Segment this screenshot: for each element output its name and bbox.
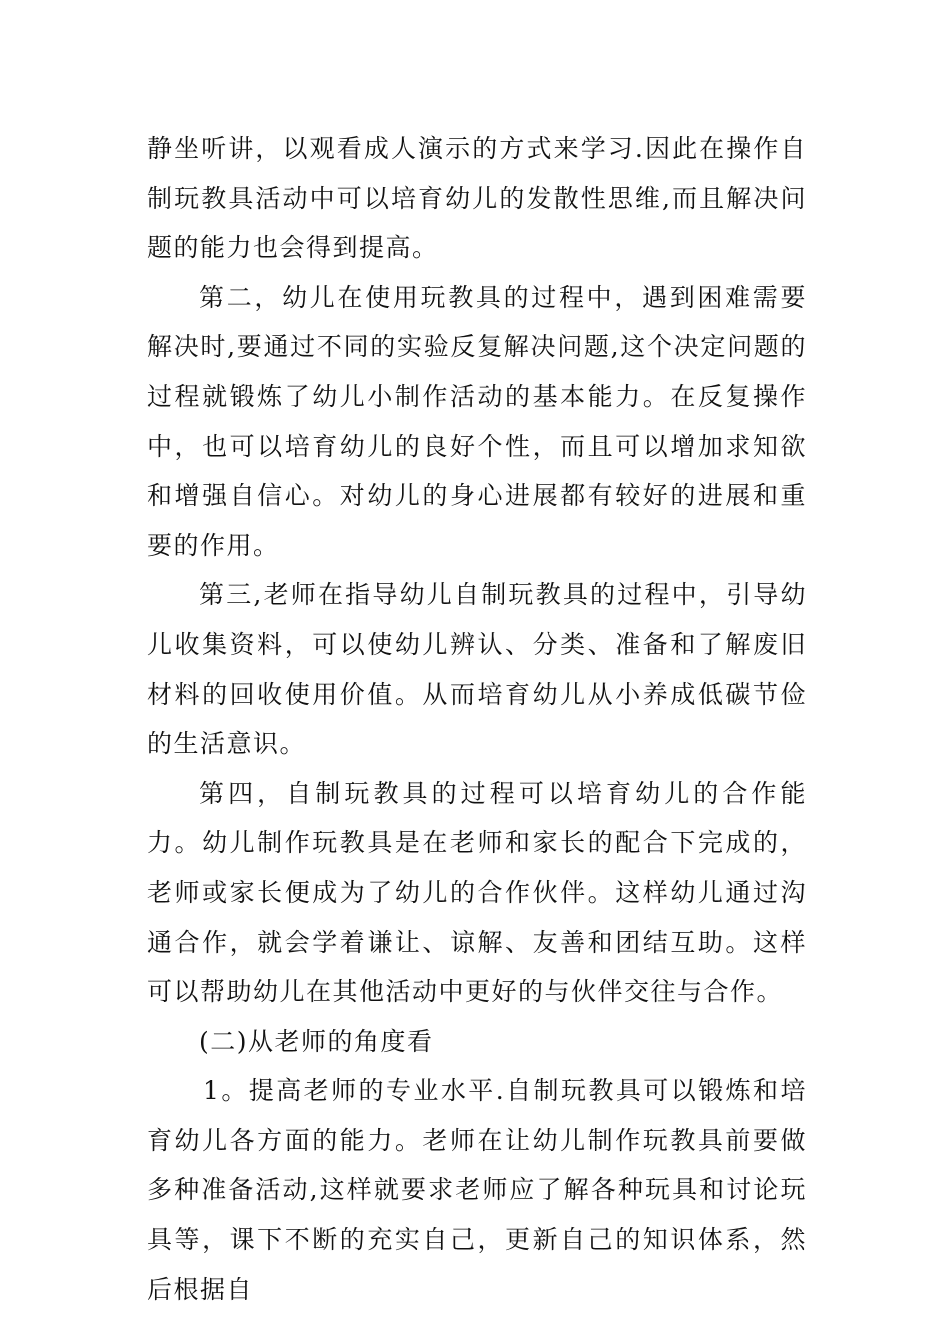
paragraph-continuation: 静坐听讲，以观看成人演示的方式来学习.因此在操作自制玩教具活动中可以培育幼儿的发散性思维,而且解决问题的能力也会得到提高。 [147, 134, 807, 263]
section-heading-teacher-perspective: (二)从老师的角度看 [199, 1026, 434, 1056]
paragraph-item-1: 1。提高老师的专业水平.自制玩教具可以锻炼和培育幼儿各方面的能力。老师在让幼儿制作玩教具前要做多种准备活动,这样就要求老师应了解各种玩具和讨论玩具等，课下不断的充实自己，更新自己的知识体系，然后根据自 [147, 1076, 807, 1304]
paragraph-second-point: 第二，幼儿在使用玩教具的过程中，遇到困难需要解决时,要通过不同的实验反复解决问题,这个决定问题的过程就锻炼了幼儿小制作活动的基本能力。在反复操作中，也可以培育幼儿的良好个性，而且可以增加求知欲和增强自信心。对幼儿的身心进展都有较好的进展和重要的作用。 [147, 282, 807, 560]
paragraph-third-point: 第三,老师在指导幼儿自制玩教具的过程中，引导幼儿收集资料，可以使幼儿辨认、分类、准备和了解废旧材料的回收使用价值。从而培育幼儿从小养成低碳节俭的生活意识。 [147, 580, 807, 759]
document-body [147, 124, 807, 1314]
paragraph-fourth-point: 第四，自制玩教具的过程可以培育幼儿的合作能力。幼儿制作玩教具是在老师和家长的配合下完成的，老师或家长便成为了幼儿的合作伙伴。这样幼儿通过沟通合作，就会学着谦让、谅解、友善和团结互助。这样可以帮助幼儿在其他活动中更好的与伙伴交往与合作。 [147, 778, 807, 1007]
